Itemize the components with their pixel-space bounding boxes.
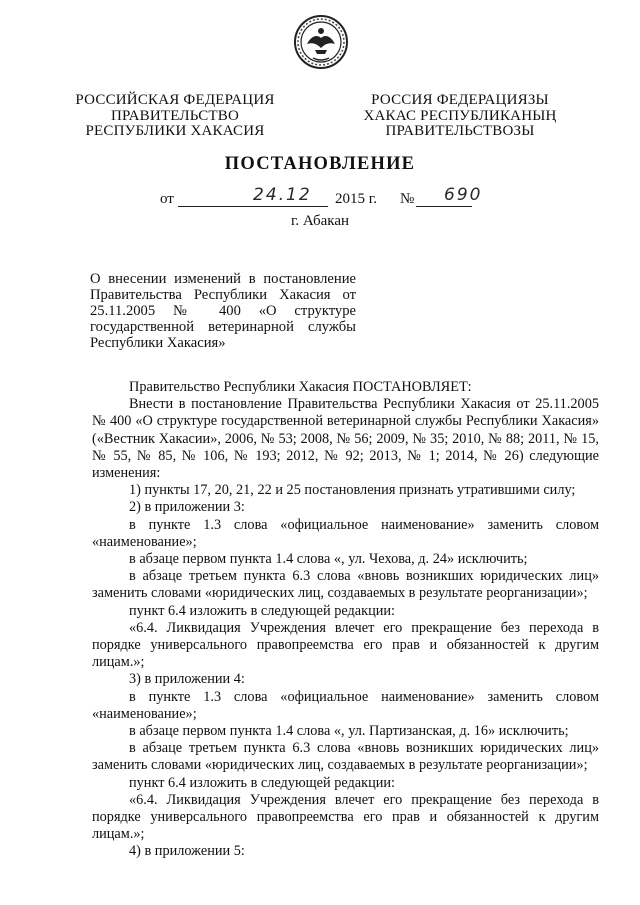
subject-block: [90, 271, 356, 351]
year-label: 2015 г.: [335, 191, 377, 207]
header-left-line: РОССИЙСКАЯ ФЕДЕРАЦИЯ: [75, 92, 275, 108]
subject-line: Республики Хакасия»: [90, 335, 226, 351]
body-paragraph: в абзаце третьем пункта 6.3 слова «вновь возникших юридических лиц» заменить словами «юридических лиц, создаваемых в результате реорганизации»;: [92, 740, 599, 774]
body-paragraph: в пункте 1.3 слова «официальное наименование» заменить словом «наименование»;: [92, 688, 599, 722]
body-paragraph: пункт 6.4 изложить в следующей редакции:: [129, 774, 396, 791]
body-paragraph: «6.4. Ликвидация Учреждения влечет его прекращение без перехода в порядке универсального правопреемства его прав и обязанностей к другим лицам.»;: [92, 791, 599, 843]
body-paragraph: 1) пункты 17, 20, 21, 22 и 25 постановления признать утратившими силу;: [129, 482, 576, 499]
subject-line: государственной ветеринарной службы: [90, 319, 356, 335]
header-right-line: РОССИЯ ФЕДЕРАЦИЯЗЫ: [371, 92, 549, 108]
body-paragraph: «6.4. Ликвидация Учреждения влечет его прекращение без перехода в порядке универсального правопреемства его прав и обязанностей к другим лицам.»;: [92, 619, 599, 671]
document-title: ПОСТАНОВЛЕНИЕ: [224, 154, 416, 174]
date-field: [178, 185, 328, 207]
body-paragraph: Правительство Республики Хакасия ПОСТАНОВЛЯЕТ:: [129, 379, 472, 395]
handwritten-date: 24.12: [253, 185, 312, 205]
body-paragraph: Внести в постановление Правительства Республики Хакасия от 25.11.2005 № 400 «О структуре государственной ветеринарной службы Республики Хакасия» («Вестник Хакасии», 2006, № 53; 2008, № 56; 2009, № 35; 2010, № 88; 2011, № 15, № 55, № 85, № 106, № 193; 2012, № 92; 2013, № 1; 2014, № 26) следующие изменения:: [92, 396, 599, 482]
header-left-line: ПРАВИТЕЛЬСТВО: [110, 107, 240, 124]
header-left: [75, 93, 275, 140]
document-body: [92, 379, 599, 861]
header-right-line: ПРАВИТЕЛЬСТВОЗЫ: [385, 123, 535, 139]
date-prefix: от: [160, 191, 174, 207]
subject-line: Правительства Республики Хакасия от: [90, 287, 356, 303]
header-right: [360, 93, 560, 140]
number-field: [416, 185, 483, 207]
number-sign: №: [400, 191, 415, 207]
body-paragraph: в абзаце третьем пункта 6.3 слова «вновь возникших юридических лиц» заменить словами «юридических лиц, создаваемых в результате реорганизации»;: [92, 568, 599, 602]
body-paragraph: 2) в приложении 3:: [129, 499, 245, 516]
body-paragraph: 4) в приложении 5:: [129, 843, 245, 860]
date-line: [0, 185, 640, 212]
body-paragraph: в абзаце первом пункта 1.4 слова «, ул. Партизанская, д. 16» исключить;: [129, 723, 569, 740]
header-left-line: РЕСПУБЛИКИ ХАКАСИЯ: [85, 123, 265, 139]
city: г. Абакан: [290, 213, 350, 229]
body-paragraph: в абзаце первом пункта 1.4 слова «, ул. Чехова, д. 24» исключить;: [129, 551, 528, 568]
handwritten-number: 690: [444, 185, 483, 205]
coat-of-arms-emblem: [293, 14, 349, 70]
body-paragraph: пункт 6.4 изложить в следующей редакции:: [129, 602, 396, 619]
header-right-line: ХАКАС РЕСПУБЛИКАНЫҢ: [363, 107, 557, 124]
body-paragraph: в пункте 1.3 слова «официальное наименование» заменить словом «наименование»;: [92, 516, 599, 550]
subject-line: О внесении изменений в постановление: [90, 271, 356, 287]
subject-line: 25.11.2005 № 400 «О структуре: [90, 303, 356, 319]
body-paragraph: 3) в приложении 4:: [129, 671, 245, 688]
